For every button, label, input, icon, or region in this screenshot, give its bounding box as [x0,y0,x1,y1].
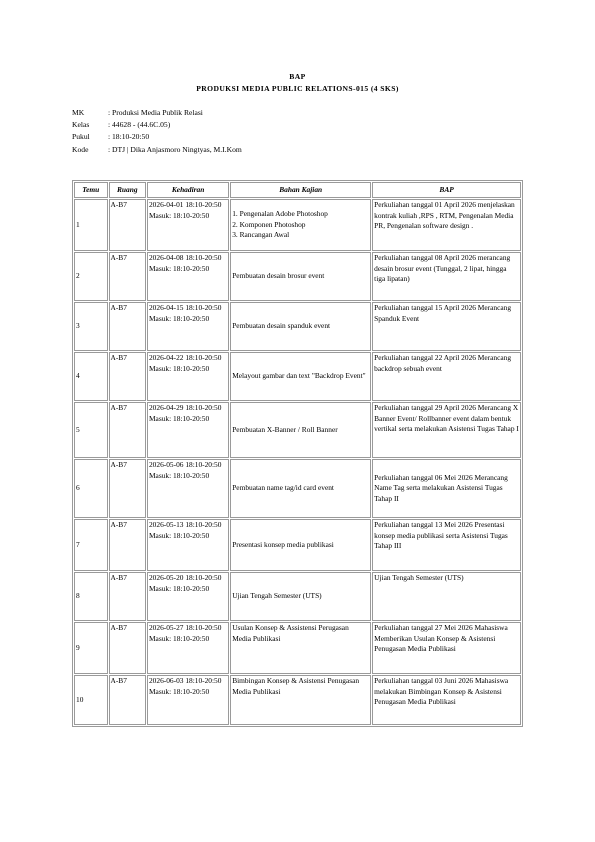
cell-bap: Perkuliahan tanggal 08 April 2026 merancang desain brosur event (Tunggal, 2 lipat, hingga tiga lipatan) [372,252,521,301]
table-header-row [74,182,521,198]
cell-kehadiran: 2026-06-03 18:10-20:50 Masuk: 18:10-20:50 [147,675,229,725]
cell-ruang: A-B7 [109,252,146,301]
info-row-pukul [72,131,242,143]
cell-ruang: A-B7 [109,352,146,401]
cell-bahan-kajian: Pembuatan desain brosur event [230,252,371,301]
cell-temu: 6 [74,459,108,518]
cell-bap: Perkuliahan tanggal 22 April 2026 Merancang backdrop sebuah event [372,352,521,401]
cell-bap: Ujian Tengah Semester (UTS) [372,572,521,621]
course-info [72,107,242,156]
cell-ruang: A-B7 [109,199,146,251]
table-row [74,622,521,674]
cell-bap: Perkuliahan tanggal 15 April 2026 Merancang Spanduk Event [372,302,521,351]
table-row [74,402,521,458]
info-value: : DTJ | Dika Anjasmoro Ningtyas, M.I.Kom [108,144,242,154]
course-title: PRODUKSI MEDIA PUBLIC RELATIONS-015 (4 SKS) [196,84,399,93]
cell-bahan-kajian: Bimbingan Konsep & Asistensi Penugasan Media Publikasi [230,675,371,725]
table-row [74,252,521,301]
cell-temu: 7 [74,519,108,571]
info-key: Kelas [72,120,90,130]
cell-ruang: A-B7 [109,675,146,725]
cell-kehadiran: 2026-04-22 18:10-20:50 Masuk: 18:10-20:50 [147,352,229,401]
info-key: Kode [72,144,89,154]
cell-bahan-kajian: 1. Pengenalan Adobe Photoshop 2. Komponen Photoshop 3. Rancangan Awal [230,199,371,251]
table-row [74,302,521,351]
cell-ruang: A-B7 [109,519,146,571]
document-code: BAP [289,72,306,81]
cell-ruang: A-B7 [109,459,146,518]
cell-kehadiran: 2026-05-06 18:10-20:50 Masuk: 18:10-20:50 [147,459,229,518]
cell-bap: Perkuliahan tanggal 27 Mei 2026 Mahasiswa Memberikan Usulan Konsep & Asistensi Penugasan Media Publikasi [372,622,521,674]
table-row [74,459,521,518]
cell-bahan-kajian: Pembuatan name tag/id card event [230,459,371,518]
info-value: : Produksi Media Publik Relasi [108,108,203,117]
info-value: : 18:10-20:50 [108,132,150,142]
cell-kehadiran: 2026-05-27 18:10-20:50 Masuk: 18:10-20:50 [147,622,229,674]
info-key: Pukul [72,132,90,142]
cell-ruang: A-B7 [109,302,146,351]
cell-ruang: A-B7 [109,402,146,458]
cell-bap: Perkuliahan tanggal 06 Mei 2026 Merancang Name Tag serta melakukan Asistensi Tugas Tahap II [372,459,521,518]
cell-temu: 5 [74,402,108,458]
cell-ruang: A-B7 [109,572,146,621]
cell-temu: 9 [74,622,108,674]
table-row [74,519,521,571]
info-row-kelas [72,119,242,131]
cell-bap: Perkuliahan tanggal 03 Juni 2026 Mahasiswa melakukan Bimbingan Konsep & Asistensi Penugasan Media Publikasi [372,675,521,725]
cell-temu: 10 [74,675,108,725]
table-row [74,352,521,401]
cell-bahan-kajian: Pembuatan X-Banner / Roll Banner [230,402,371,458]
table-row [74,572,521,621]
info-key: MK [72,108,85,117]
cell-kehadiran: 2026-04-01 18:10-20:50 Masuk: 18:10-20:50 [147,199,229,251]
cell-kehadiran: 2026-04-29 18:10-20:50 Masuk: 18:10-20:50 [147,402,229,458]
cell-temu: 4 [74,352,108,401]
cell-bahan-kajian: Pembuatan desain spanduk event [230,302,371,351]
table-row [74,199,521,251]
header-bahan-kajian: Bahan Kajian [230,182,371,198]
header-bap: BAP [372,182,521,198]
cell-bap: Perkuliahan tanggal 13 Mei 2026 Presentasi konsep media publikasi serta Asistensi Tugas Tahap III [372,519,521,571]
cell-bahan-kajian: Presentasi konsep media publikasi [230,519,371,571]
cell-bap: Perkuliahan tanggal 29 April 2026 Merancang X Banner Event/ Rollbanner event dalam bentuk vertikal serta melakukan Asistensi Tugas Tahap I [372,402,521,458]
cell-temu: 1 [74,199,108,251]
cell-bahan-kajian: Usulan Konsep & Assistensi Perugasan Media Publikasi [230,622,371,674]
cell-bahan-kajian: Melayout gambar dan text "Backdrop Event" [230,352,371,401]
info-row-kode [72,144,242,156]
cell-temu: 2 [74,252,108,301]
cell-kehadiran: 2026-05-13 18:10-20:50 Masuk: 18:10-20:50 [147,519,229,571]
cell-bap: Perkuliahan tanggal 01 April 2026 menjelaskan kontrak kuliah ,RPS , RTM, Pengenalan Media PR, Pengenalan software design . [372,199,521,251]
cell-temu: 3 [74,302,108,351]
cell-bahan-kajian: Ujian Tengah Semester (UTS) [230,572,371,621]
header-temu: Temu [74,182,108,198]
cell-kehadiran: 2026-04-08 18:10-20:50 Masuk: 18:10-20:50 [147,252,229,301]
table-row [74,675,521,725]
header-ruang: Ruang [109,182,146,198]
info-row-mk [72,107,242,119]
info-value: : 44628 - (44.6C.05) [108,120,171,130]
header-kehadiran: Kehadiran [147,182,229,198]
cell-ruang: A-B7 [109,622,146,674]
cell-kehadiran: 2026-05-20 18:10-20:50 Masuk: 18:10-20:50 [147,572,229,621]
cell-kehadiran: 2026-04-15 18:10-20:50 Masuk: 18:10-20:50 [147,302,229,351]
attendance-table [72,180,523,727]
cell-temu: 8 [74,572,108,621]
